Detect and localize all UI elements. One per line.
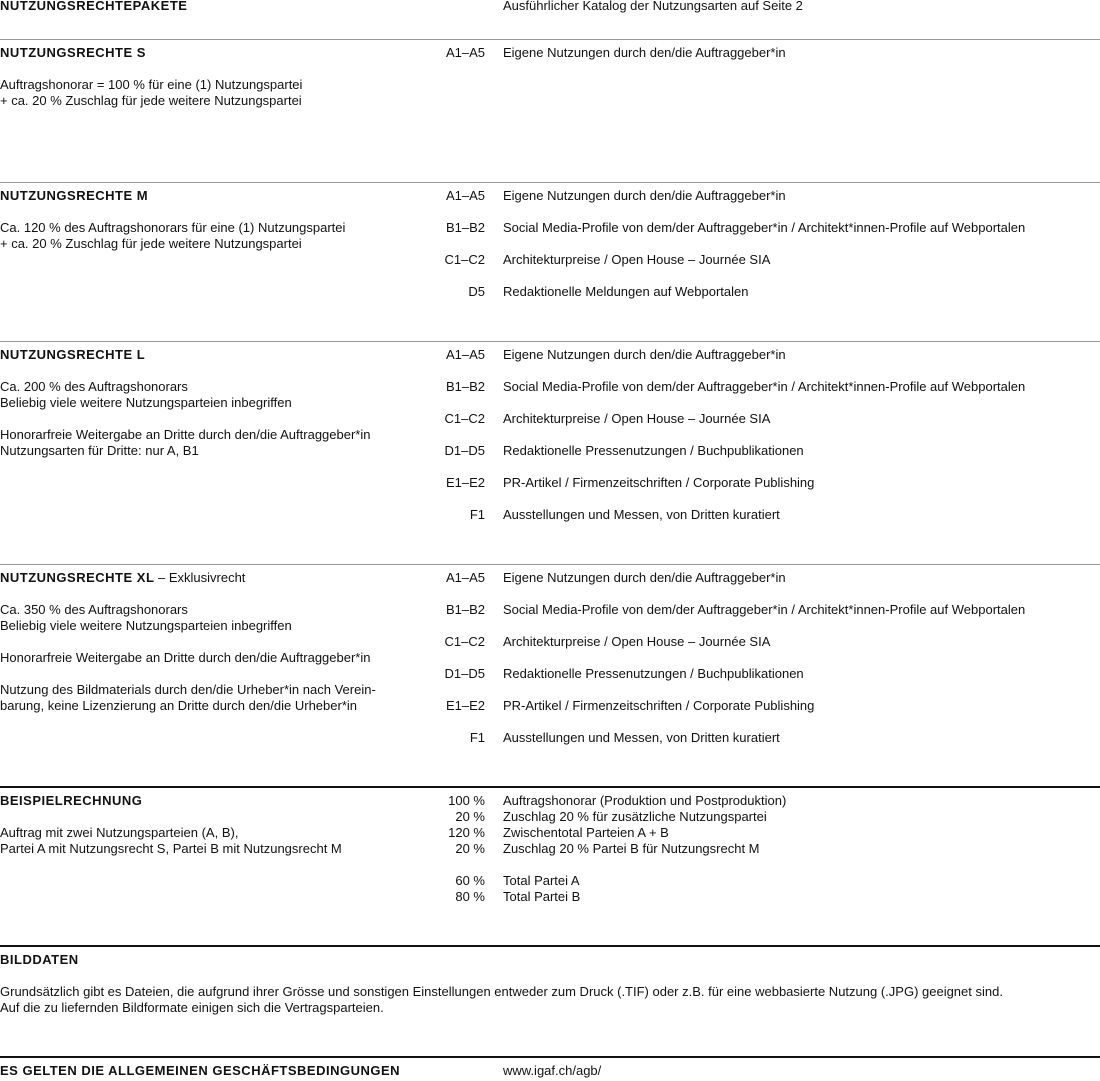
example-title: BEISPIELRECHNUNG [0, 793, 143, 808]
divider [0, 786, 1100, 788]
rights-text: PR-Artikel / Firmenzeitschriften / Corporate Publishing [503, 698, 815, 713]
example-line: Auftragshonorar (Produktion und Postproduktion) [503, 793, 787, 808]
package-text: barung, keine Lizenzierung an Dritte durch den/die Urheber*in [0, 698, 357, 713]
package-text: Honorarfreie Weitergabe an Dritte durch den/die Auftraggeber*in [0, 427, 371, 442]
rights-text: Ausstellungen und Messen, von Dritten kuratiert [503, 730, 780, 745]
package-title: NUTZUNGSRECHTE XL [0, 570, 155, 585]
image-data-text: Grundsätzlich gibt es Dateien, die aufgrund ihrer Grösse und sonstigen Einstellungen entweder zum Druck (.TIF) oder z.B. für eine webbasierte Nutzung (.JPG) geeignet sind. [0, 984, 1003, 999]
page-title: NUTZUNGSRECHTEPAKETE [0, 0, 188, 13]
rights-text: Eigene Nutzungen durch den/die Auftraggeber*in [503, 45, 786, 60]
example-percent: 100 % [448, 793, 485, 808]
example-line: Zwischentotal Parteien A + B [503, 825, 669, 840]
image-data-section [0, 952, 1100, 1016]
package-text: Honorarfreie Weitergabe an Dritte durch den/die Auftraggeber*in [0, 650, 371, 665]
package-text: Ca. 350 % des Auftragshonorars [0, 602, 188, 617]
rights-text: Ausstellungen und Messen, von Dritten kuratiert [503, 507, 780, 522]
package-text: Ca. 120 % des Auftragshonorars für eine (1) Nutzungspartei [0, 220, 346, 235]
rights-code: F1 [469, 730, 485, 745]
total-line: Total Partei B [503, 889, 581, 904]
rights-code: D5 [468, 284, 485, 299]
divider [0, 39, 1100, 40]
footer [0, 1063, 1100, 1079]
package-text: Ca. 200 % des Auftragshonorars [0, 379, 188, 394]
package-title: NUTZUNGSRECHTE M [0, 188, 149, 203]
total-percent: 80 % [455, 889, 485, 904]
rights-text: Architekturpreise / Open House – Journée SIA [503, 252, 771, 267]
example-percent: 20 % [455, 841, 485, 856]
rights-text: Social Media-Profile von dem/der Auftraggeber*in / Architekt*innen-Profile auf Webportalen [503, 602, 1026, 617]
terms-link[interactable]: www.igaf.ch/agb/ [503, 1063, 602, 1078]
terms-title: ES GELTEN DIE ALLGEMEINEN GESCHÄFTSBEDINGUNGEN [0, 1063, 401, 1078]
rights-code: C1–C2 [444, 634, 485, 649]
rights-text: Eigene Nutzungen durch den/die Auftraggeber*in [503, 347, 786, 362]
example-percent: 120 % [448, 825, 485, 840]
image-data-title: BILDDATEN [0, 952, 79, 967]
rights-code: B1–B2 [445, 602, 485, 617]
rights-code: B1–B2 [445, 220, 485, 235]
rights-text: Redaktionelle Pressenutzungen / Buchpublikationen [503, 443, 804, 458]
rights-code: A1–A5 [445, 188, 485, 203]
rights-text: PR-Artikel / Firmenzeitschriften / Corporate Publishing [503, 475, 815, 490]
divider [0, 1056, 1100, 1058]
total-line: Total Partei A [503, 873, 580, 888]
divider [0, 182, 1100, 183]
example-percent: 20 % [455, 809, 485, 824]
page-header [0, 0, 1100, 14]
rights-code: B1–B2 [445, 379, 485, 394]
rights-code: E1–E2 [445, 698, 485, 713]
rights-code: D1–D5 [444, 443, 485, 458]
example-line: Zuschlag 20 % Partei B für Nutzungsrecht M [503, 841, 760, 856]
rights-text: Eigene Nutzungen durch den/die Auftraggeber*in [503, 570, 786, 585]
package-text: + ca. 20 % Zuschlag für jede weitere Nutzungspartei [0, 236, 302, 251]
rights-code: A1–A5 [445, 347, 485, 362]
rights-text: Redaktionelle Pressenutzungen / Buchpublikationen [503, 666, 804, 681]
package-text: Nutzungsarten für Dritte: nur A, B1 [0, 443, 199, 458]
catalog-note: Ausführlicher Katalog der Nutzungsarten auf Seite 2 [503, 0, 803, 13]
rights-text: Social Media-Profile von dem/der Auftraggeber*in / Architekt*innen-Profile auf Webportalen [503, 220, 1026, 235]
package-title: NUTZUNGSRECHTE L [0, 347, 146, 362]
rights-code: C1–C2 [444, 411, 485, 426]
divider [0, 341, 1100, 342]
divider [0, 945, 1100, 947]
package-text: + ca. 20 % Zuschlag für jede weitere Nutzungspartei [0, 93, 302, 108]
rights-code: F1 [469, 507, 485, 522]
divider [0, 564, 1100, 565]
package-text: Beliebig viele weitere Nutzungsparteien inbegriffen [0, 618, 292, 633]
rights-code: E1–E2 [445, 475, 485, 490]
rights-text: Eigene Nutzungen durch den/die Auftraggeber*in [503, 188, 786, 203]
rights-code: D1–D5 [444, 666, 485, 681]
image-data-text: Auf die zu liefernden Bildformate einigen sich die Vertragsparteien. [0, 1000, 384, 1015]
rights-text: Redaktionelle Meldungen auf Webportalen [503, 284, 749, 299]
rights-text: Social Media-Profile von dem/der Auftraggeber*in / Architekt*innen-Profile auf Webportalen [503, 379, 1026, 394]
package-text: Auftragshonorar = 100 % für eine (1) Nutzungspartei [0, 77, 303, 92]
package-title-suffix: – Exklusivrecht [154, 570, 246, 585]
rights-code: A1–A5 [445, 570, 485, 585]
package-text: Beliebig viele weitere Nutzungsparteien inbegriffen [0, 395, 292, 410]
package-text: Nutzung des Bildmaterials durch den/die Urheber*in nach Verein- [0, 682, 376, 697]
rights-code: A1–A5 [445, 45, 485, 60]
rights-code: C1–C2 [444, 252, 485, 267]
example-line: Zuschlag 20 % für zusätzliche Nutzungspartei [503, 809, 767, 824]
example-text: Partei A mit Nutzungsrecht S, Partei B mit Nutzungsrecht M [0, 841, 342, 856]
total-percent: 60 % [455, 873, 485, 888]
rights-text: Architekturpreise / Open House – Journée SIA [503, 411, 771, 426]
example-text: Auftrag mit zwei Nutzungsparteien (A, B), [0, 825, 239, 840]
rights-text: Architekturpreise / Open House – Journée SIA [503, 634, 771, 649]
package-title: NUTZUNGSRECHTE S [0, 45, 146, 60]
